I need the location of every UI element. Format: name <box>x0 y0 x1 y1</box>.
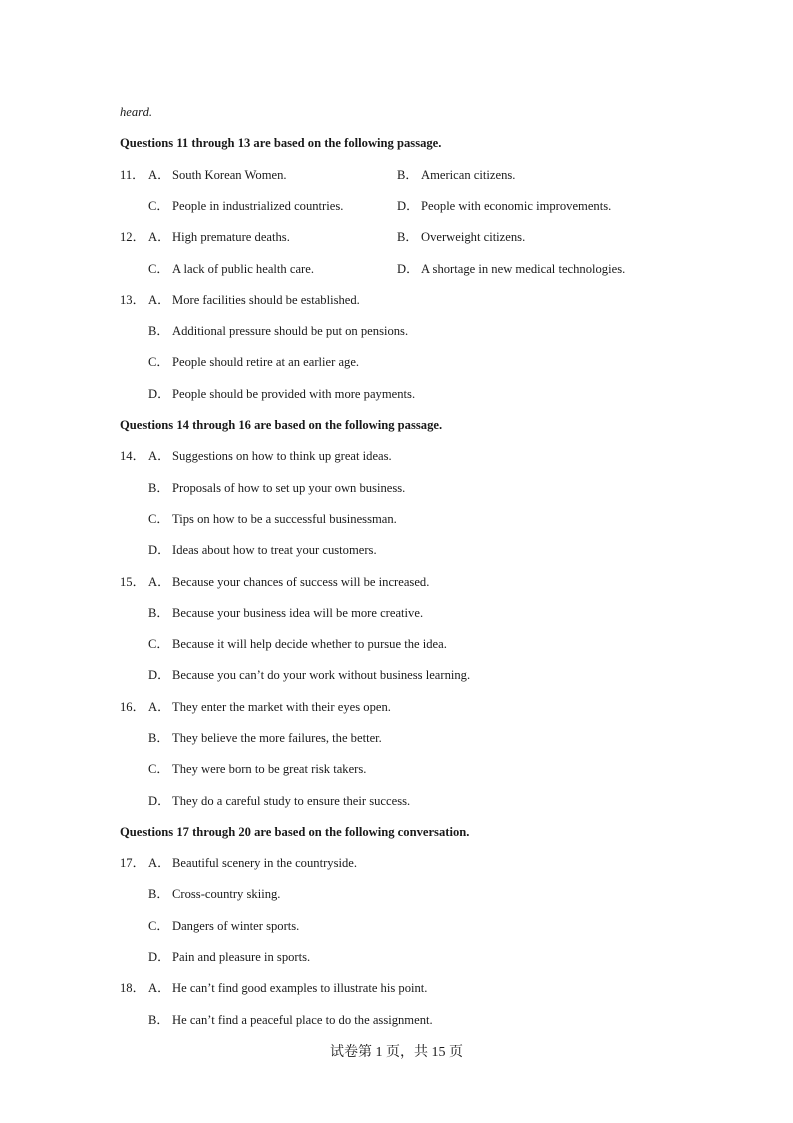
option-text: He can’t find a peaceful place to do the assignment. <box>172 1013 433 1027</box>
option-letter: D． <box>397 262 419 276</box>
option-letter: D． <box>148 950 170 964</box>
option-text: Because you can’t do your work without business learning. <box>172 668 471 682</box>
option-text: Because it will help decide whether to pursue the idea. <box>172 637 447 651</box>
option-col-2 <box>397 229 525 245</box>
question-number: 12． <box>120 230 146 244</box>
option <box>148 761 366 777</box>
option-row <box>148 761 366 777</box>
option-text: They believe the more failures, the better. <box>172 731 382 745</box>
option <box>148 386 415 402</box>
page-footer: 试卷第 1 页，共 15 页 <box>330 1045 463 1060</box>
option <box>148 636 447 652</box>
option <box>148 261 314 277</box>
option <box>397 229 525 245</box>
option-text: They do a careful study to ensure their success. <box>172 794 411 808</box>
option-letter: A． <box>148 575 170 589</box>
option-text: Because your chances of success will be increased. <box>172 575 430 589</box>
option-row <box>120 855 357 871</box>
question-number: 17． <box>120 856 146 870</box>
option-text: Pain and pleasure in sports. <box>172 950 311 964</box>
option-text: Proposals of how to set up your own business. <box>172 481 406 495</box>
option-text: American citizens. <box>421 168 516 182</box>
option <box>148 480 405 496</box>
option <box>148 980 427 996</box>
option <box>148 949 310 965</box>
option-text: Ideas about how to treat your customers. <box>172 543 377 557</box>
question-number: 14． <box>120 449 146 463</box>
question-number: 15． <box>120 575 146 589</box>
option <box>397 261 625 277</box>
option-letter: B． <box>148 324 169 338</box>
option-letter: A． <box>148 981 170 995</box>
option <box>148 667 470 683</box>
option-row <box>148 636 447 652</box>
option <box>148 855 357 871</box>
option-row <box>148 605 423 621</box>
option-col-2 <box>397 261 625 277</box>
option-letter: A． <box>148 700 170 714</box>
option <box>148 354 359 370</box>
option-text: They were born to be great risk takers. <box>172 762 367 776</box>
option-row <box>120 448 392 464</box>
section-header: Questions 11 through 13 are based on the following passage. <box>120 136 442 150</box>
option <box>148 793 410 809</box>
option-row <box>148 918 299 934</box>
option-letter: A． <box>148 168 170 182</box>
option-text: People should retire at an earlier age. <box>172 355 360 369</box>
option <box>148 1012 433 1028</box>
option <box>397 198 611 214</box>
option-row <box>120 292 360 308</box>
option-letter: A． <box>148 293 170 307</box>
option-letter: D． <box>148 543 170 557</box>
option-row <box>120 980 427 996</box>
option-letter: A． <box>148 856 170 870</box>
option-letter: D． <box>148 387 170 401</box>
option-letter: A． <box>148 230 170 244</box>
option <box>148 198 343 214</box>
option <box>148 918 299 934</box>
option <box>148 448 392 464</box>
option-row <box>148 886 280 902</box>
option <box>148 542 377 558</box>
option-row <box>148 261 314 277</box>
option <box>148 730 382 746</box>
option <box>148 886 280 902</box>
option-letter: B． <box>148 731 169 745</box>
option <box>148 292 360 308</box>
option-letter: B． <box>397 230 418 244</box>
option-row <box>148 949 310 965</box>
option-letter: C． <box>148 355 169 369</box>
option-letter: A． <box>148 449 170 463</box>
option-letter: B． <box>148 481 169 495</box>
option-letter: C． <box>148 199 169 213</box>
option-row <box>148 323 408 339</box>
question-number: 13． <box>120 293 146 307</box>
option-letter: D． <box>148 794 170 808</box>
option-text: South Korean Women. <box>172 168 287 182</box>
question-number: 11． <box>120 168 145 182</box>
option <box>148 229 290 245</box>
option <box>148 167 287 183</box>
option <box>148 511 397 527</box>
option-text: Additional pressure should be put on pensions. <box>172 324 409 338</box>
section-header: Questions 17 through 20 are based on the following conversation. <box>120 825 470 839</box>
option-text: High premature deaths. <box>172 230 290 244</box>
option-text: A lack of public health care. <box>172 262 314 276</box>
section-header: Questions 14 through 16 are based on the following passage. <box>120 418 443 432</box>
option-text: Beautiful scenery in the countryside. <box>172 856 358 870</box>
option-letter: C． <box>148 637 169 651</box>
option-letter: B． <box>148 606 169 620</box>
option-text: People should be provided with more payments. <box>172 387 416 401</box>
option-letter: B． <box>148 887 169 901</box>
option-letter: D． <box>397 199 419 213</box>
option-row <box>120 229 290 245</box>
option-letter: C． <box>148 919 169 933</box>
option-row <box>120 699 391 715</box>
option-row <box>148 730 382 746</box>
option-col-2 <box>397 167 515 183</box>
option <box>148 605 423 621</box>
option-text: More facilities should be established. <box>172 293 360 307</box>
option-row <box>148 542 377 558</box>
option-text: Suggestions on how to think up great ideas. <box>172 449 392 463</box>
option <box>148 323 408 339</box>
option-letter: C． <box>148 512 169 526</box>
option-row <box>148 386 415 402</box>
question-number: 16． <box>120 700 146 714</box>
option-text: People with economic improvements. <box>421 199 612 213</box>
option-row <box>148 511 397 527</box>
option-text: They enter the market with their eyes open. <box>172 700 391 714</box>
option-letter: B． <box>397 168 418 182</box>
option-letter: B． <box>148 1013 169 1027</box>
option-text: People in industrialized countries. <box>172 199 344 213</box>
option-letter: D． <box>148 668 170 682</box>
question-number: 18． <box>120 981 146 995</box>
option-row <box>148 1012 433 1028</box>
option-text: He can’t find good examples to illustrate his point. <box>172 981 428 995</box>
option-row <box>148 480 405 496</box>
option <box>148 574 429 590</box>
option-letter: C． <box>148 762 169 776</box>
option-text: Dangers of winter sports. <box>172 919 300 933</box>
option-text: A shortage in new medical technologies. <box>421 262 626 276</box>
option-row <box>148 354 359 370</box>
option-text: Because your business idea will be more creative. <box>172 606 424 620</box>
option-row <box>148 793 410 809</box>
option-letter: C． <box>148 262 169 276</box>
option-col-2 <box>397 198 611 214</box>
option-row <box>120 167 287 183</box>
option <box>148 699 391 715</box>
option-row <box>148 198 343 214</box>
option-text: Overweight citizens. <box>421 230 526 244</box>
option <box>397 167 515 183</box>
option-row <box>120 574 429 590</box>
option-text: Cross-country skiing. <box>172 887 281 901</box>
option-text: Tips on how to be a successful businessman. <box>172 512 397 526</box>
option-row <box>148 667 470 683</box>
lead-text: heard. <box>120 105 153 119</box>
